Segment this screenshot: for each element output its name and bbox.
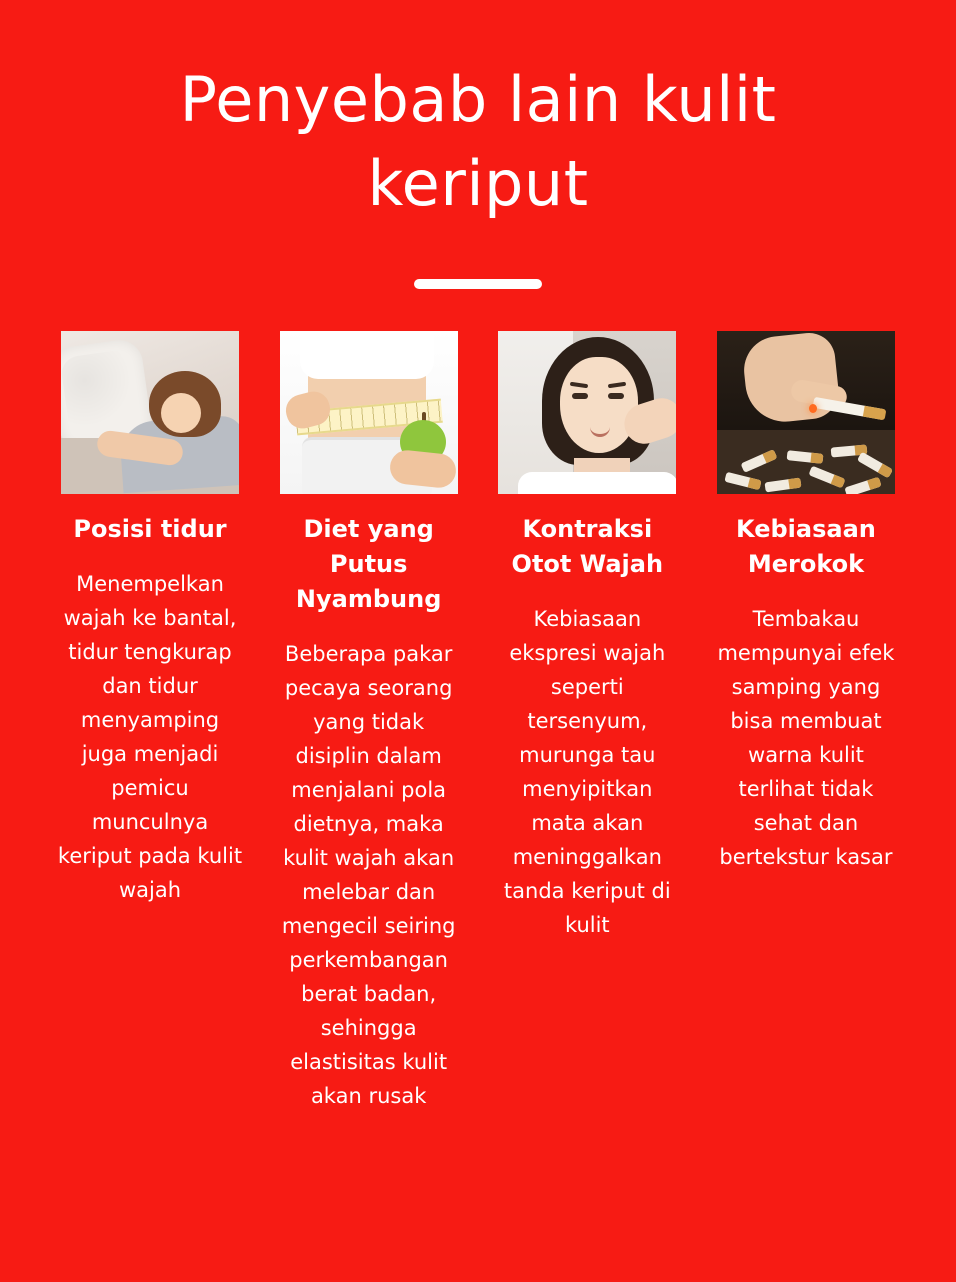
page-title: Penyebab lain kulit keriput [179,63,777,220]
column-body-text: Tembakau mempunyai efek samping yang bisa membuat warna kulit terlihat tidak sehat dan bertekstur kasar [717,606,895,870]
column-smoking [711,331,901,874]
content-columns [0,289,956,1113]
column-heading: Diet yang Putus Nyambung [295,515,442,613]
column-heading: Posisi tidur [73,515,227,544]
column-heading: Kontraksi Otot Wajah [511,515,664,579]
waist-measuring-diet-photo [280,331,458,494]
sleeping-position-photo [61,331,239,494]
title-divider [414,279,542,289]
smoking-cigarette-photo [717,331,895,494]
column-sleeping-position [55,331,245,907]
facial-expression-photo [498,331,676,494]
column-heading: Kebiasaan Merokok [736,515,876,579]
column-body-text: Menempelkan wajah ke bantal, tidur tengkurap dan tidur menyamping juga menjadi pemicu munculnya keriput pada kulit wajah [57,572,243,903]
column-body-text: Kebiasaan ekspresi wajah seperti tersenyum, murunga tau menyipitkan mata akan meninggalkan tanda keriput di kulit [503,606,671,938]
column-diet [274,331,464,1113]
column-body-text: Beberapa pakar pecaya seorang yang tidak disiplin dalam menjalani pola dietnya, maka kulit wajah akan melebar dan mengecil seiring perkembangan berat badan, sehingga elastisitas kulit akan rusak [281,641,456,1108]
column-facial-contraction [492,331,682,942]
